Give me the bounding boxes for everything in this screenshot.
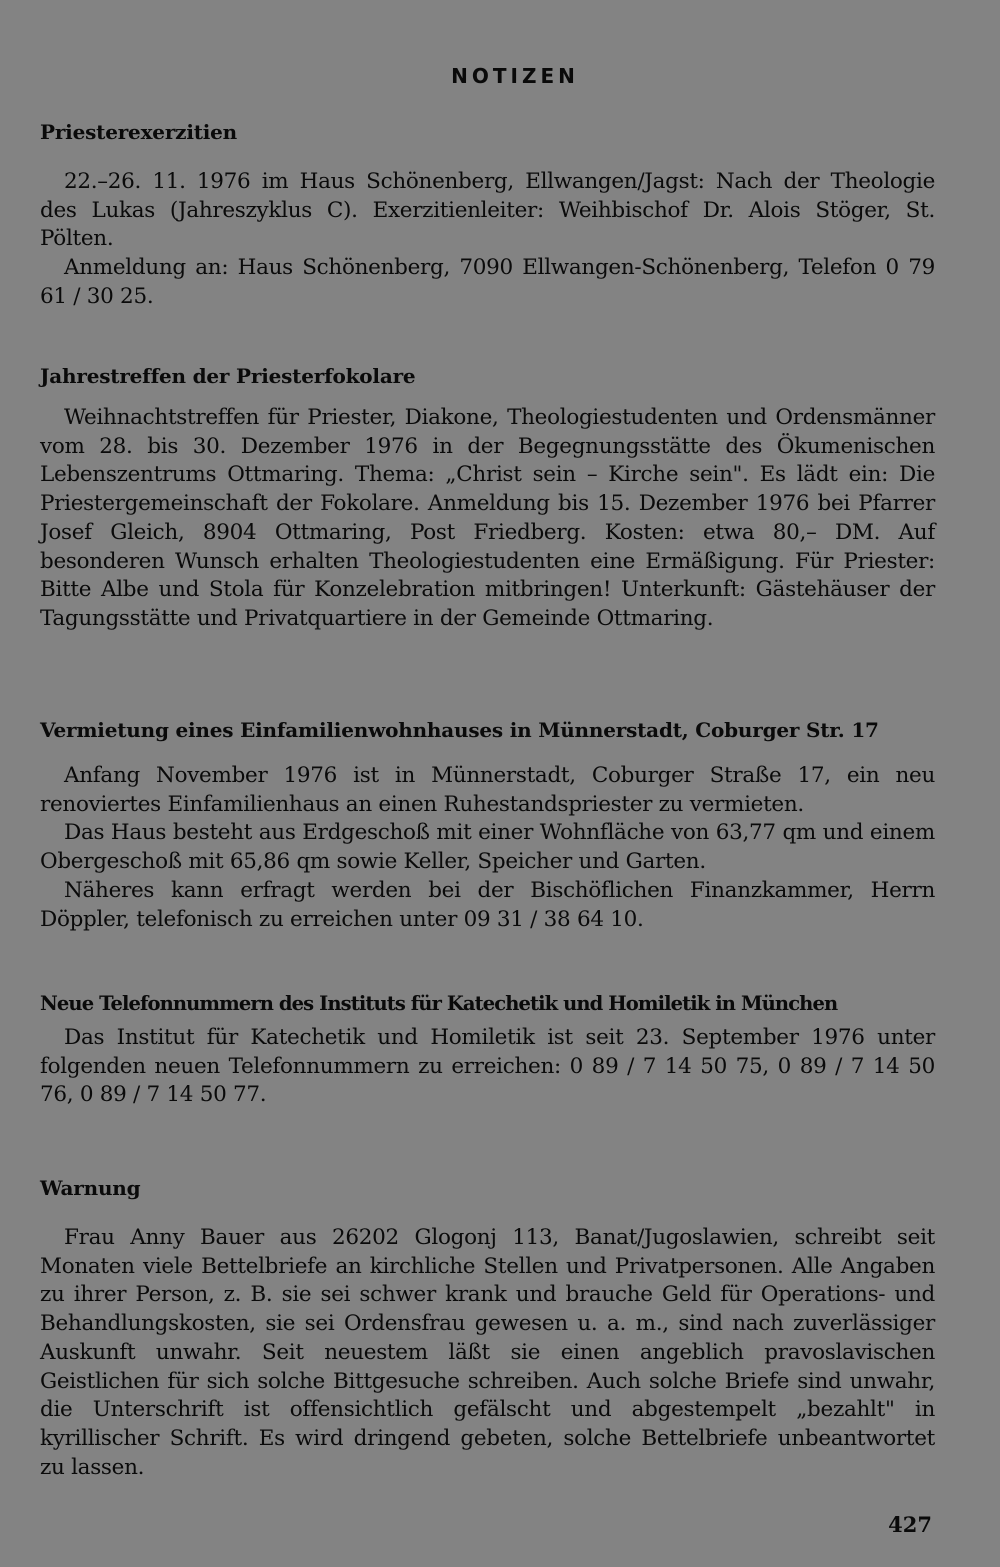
section-telefonnummern bbox=[40, 990, 935, 1110]
section-vermietung bbox=[40, 716, 935, 934]
paragraph: 22.–26. 11. 1976 im Haus Schönenberg, Ellwangen/Jagst: Nach der Theologie des Lukas (Jahreszyklus C). Exerzitienleiter: Weihbischof Dr. Alois Stöger, St. Pölten. bbox=[40, 169, 935, 252]
section-warnung bbox=[40, 1174, 935, 1482]
section-heading: Jahrestreffen der Priesterfokolare bbox=[40, 364, 416, 388]
paragraph: Frau Anny Bauer aus 26202 Glogonj 113, Banat/Jugoslawien, schreibt seit Monaten viele Bettelbriefe an kirchliche Stellen und Privatpersonen. Alle Angaben zu ihrer Person, z. B. sie sei schwer krank und brauche Geld für Operations- und Behandlungskosten, sie sei Ordensfrau gewesen u. a. m., sind nach zuverlässiger Auskunft unwahr. Seit neuestem läßt sie einen angeblich pravoslavischen Geistlichen für sich solche Bittgesuche schreiben. Auch solche Briefe sind unwahr, die Unterschrift ist offensichtlich gefälscht und abgestempelt „bezahlt" in kyrillischer Schrift. Es wird dringend gebeten, solche Bettelbriefe unbeantwortet zu lassen. bbox=[40, 1225, 935, 1480]
paragraph: Weihnachtstreffen für Priester, Diakone, Theologiestudenten und Ordensmänner vom 28. bis 30. Dezember 1976 in der Begegnungsstätte des Ökumenischen Lebenszentrums Ottmaring. Thema: „Christ sein – Kirche sein". Es lädt ein: Die Priestergemeinschaft der Fokolare. Anmeldung bis 15. Dezember 1976 bei Pfarrer Josef Gleich, 8904 Ottmaring, Post Friedberg. Kosten: etwa 80,– DM. Auf besonderen Wunsch erhalten Theologiestudenten eine Ermäßigung. Für Priester: Bitte Albe und Stola für Konzelebration mitbringen! Unterkunft: Gästehäuser der Tagungsstätte und Privatquartiere in der Gemeinde Ottmaring. bbox=[40, 405, 935, 631]
section-priesterexerzitien bbox=[40, 118, 935, 312]
paragraph: Näheres kann erfragt werden bei der Bischöflichen Finanzkammer, Herrn Döppler, telefonisch zu erreichen unter 09 31 / 38 64 10. bbox=[40, 877, 935, 932]
section-heading: Neue Telefonnummern des Instituts für Katechetik und Homiletik in München bbox=[40, 992, 838, 1015]
paragraph: Anmeldung an: Haus Schönenberg, 7090 Ellwangen-Schönenberg, Telefon 0 79 61 / 30 25. bbox=[40, 255, 935, 309]
section-heading: Vermietung eines Einfamilienwohnhauses in Münnerstadt, Coburger Str. 17 bbox=[40, 718, 879, 742]
paragraph: Das Institut für Katechetik und Homiletik ist seit 23. September 1976 unter folgenden neuen Telefonnummern zu erreichen: 0 89 / 7 14 50 75, 0 89 / 7 14 50 76, 0 89 / 7 14 50 77. bbox=[40, 1025, 935, 1108]
page-number: 427 bbox=[888, 1512, 932, 1537]
section-heading: Warnung bbox=[40, 1176, 141, 1200]
paragraph: Das Haus besteht aus Erdgeschoß mit einer Wohnfläche von 63,77 qm und einem Obergeschoß mit 65,86 qm sowie Keller, Speicher und Garten. bbox=[40, 820, 935, 875]
paragraph: Anfang November 1976 ist in Münnerstadt, Coburger Straße 17, ein neu renoviertes Einfamilienhaus an einen Ruhestandspriester zu vermieten. bbox=[40, 763, 935, 817]
section-jahrestreffen bbox=[40, 362, 935, 634]
page-title: NOTIZEN bbox=[451, 64, 579, 88]
section-heading: Priesterexerzitien bbox=[40, 120, 238, 144]
